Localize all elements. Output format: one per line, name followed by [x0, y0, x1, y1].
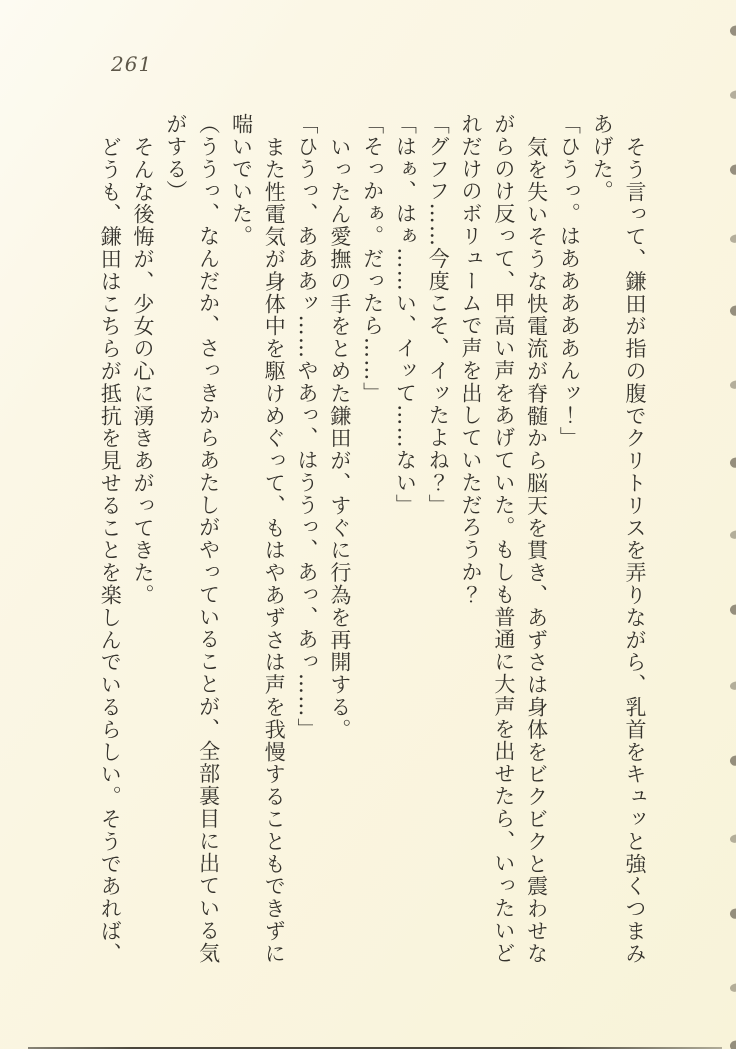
- binding-hole-mark: [729, 604, 736, 615]
- binding-hole-mark: [729, 457, 736, 468]
- binding-hole-mark: [729, 380, 736, 389]
- binding-hole-mark: [729, 90, 736, 99]
- text-line-16: そんな後悔が、少女の心に湧きあがってきた。: [131, 136, 156, 607]
- binding-hole-mark: [729, 681, 736, 690]
- text-line-10: いったん愛撫の手をとめた鎌田が、すぐに行為を再開する。: [327, 136, 352, 741]
- binding-hole-mark: [729, 1040, 736, 1049]
- binding-hole-mark: [729, 305, 736, 316]
- binding-hole-mark: [729, 25, 736, 36]
- text-block: [93, 113, 651, 965]
- text-line-12: また性電気が身体中を駆けめぐって、もはやあずさは声を我慢することもできずに: [262, 136, 287, 965]
- text-line-9: 「そっかぁ。だったら……」: [360, 113, 385, 405]
- text-line-2: あげた。: [590, 113, 615, 203]
- text-line-5: がらのけ反って、甲高い声をあげていた。もしも普通に大声を出せたら、いったいど: [491, 113, 516, 965]
- binding-hole-mark: [729, 908, 736, 919]
- binding-hole-mark: [729, 834, 736, 843]
- binding-hole-mark: [729, 983, 736, 992]
- text-line-7: 「グフフ……今度こそ、イッたよね？」: [426, 113, 451, 517]
- binding-hole-mark: [729, 530, 736, 539]
- text-line-1: そう言って、鎌田が指の腹でクリトリスを弄りながら、乳首をキュッと強くつまみ: [623, 136, 647, 965]
- text-line-6: れだけのボリュームで声を出していただろうか？: [459, 113, 484, 606]
- text-line-17: どうも、鎌田はこちらが抵抗を見せることを楽しんでいるらしい。そうであれば、: [98, 136, 123, 965]
- binding-marks: [724, 0, 736, 1049]
- text-line-11: 「ひうっ、あああッ……やあっ、はううっ、あっ、あっ……」: [295, 113, 320, 741]
- binding-hole-mark: [729, 164, 736, 175]
- binding-hole-mark: [729, 234, 736, 243]
- page-number: 261: [111, 52, 153, 76]
- text-line-3: 「ひうっ。はあああああんッ！」: [557, 113, 582, 449]
- text-line-13: 喘いでいた。: [229, 113, 254, 248]
- text-line-8: 「はぁ、はぁ……い、イッて……ない」: [393, 113, 418, 517]
- binding-hole-mark: [729, 755, 736, 766]
- text-line-4: 気を失いそうな快電流が脊髄から脳天を貫き、あずさは身体をビクビクと震わせな: [524, 136, 549, 965]
- text-line-14: （ううっ、なんだか、さっきからあたしがやっていることが、全部裏目に出ている気: [196, 113, 221, 965]
- text-line-15: がする）: [163, 113, 188, 203]
